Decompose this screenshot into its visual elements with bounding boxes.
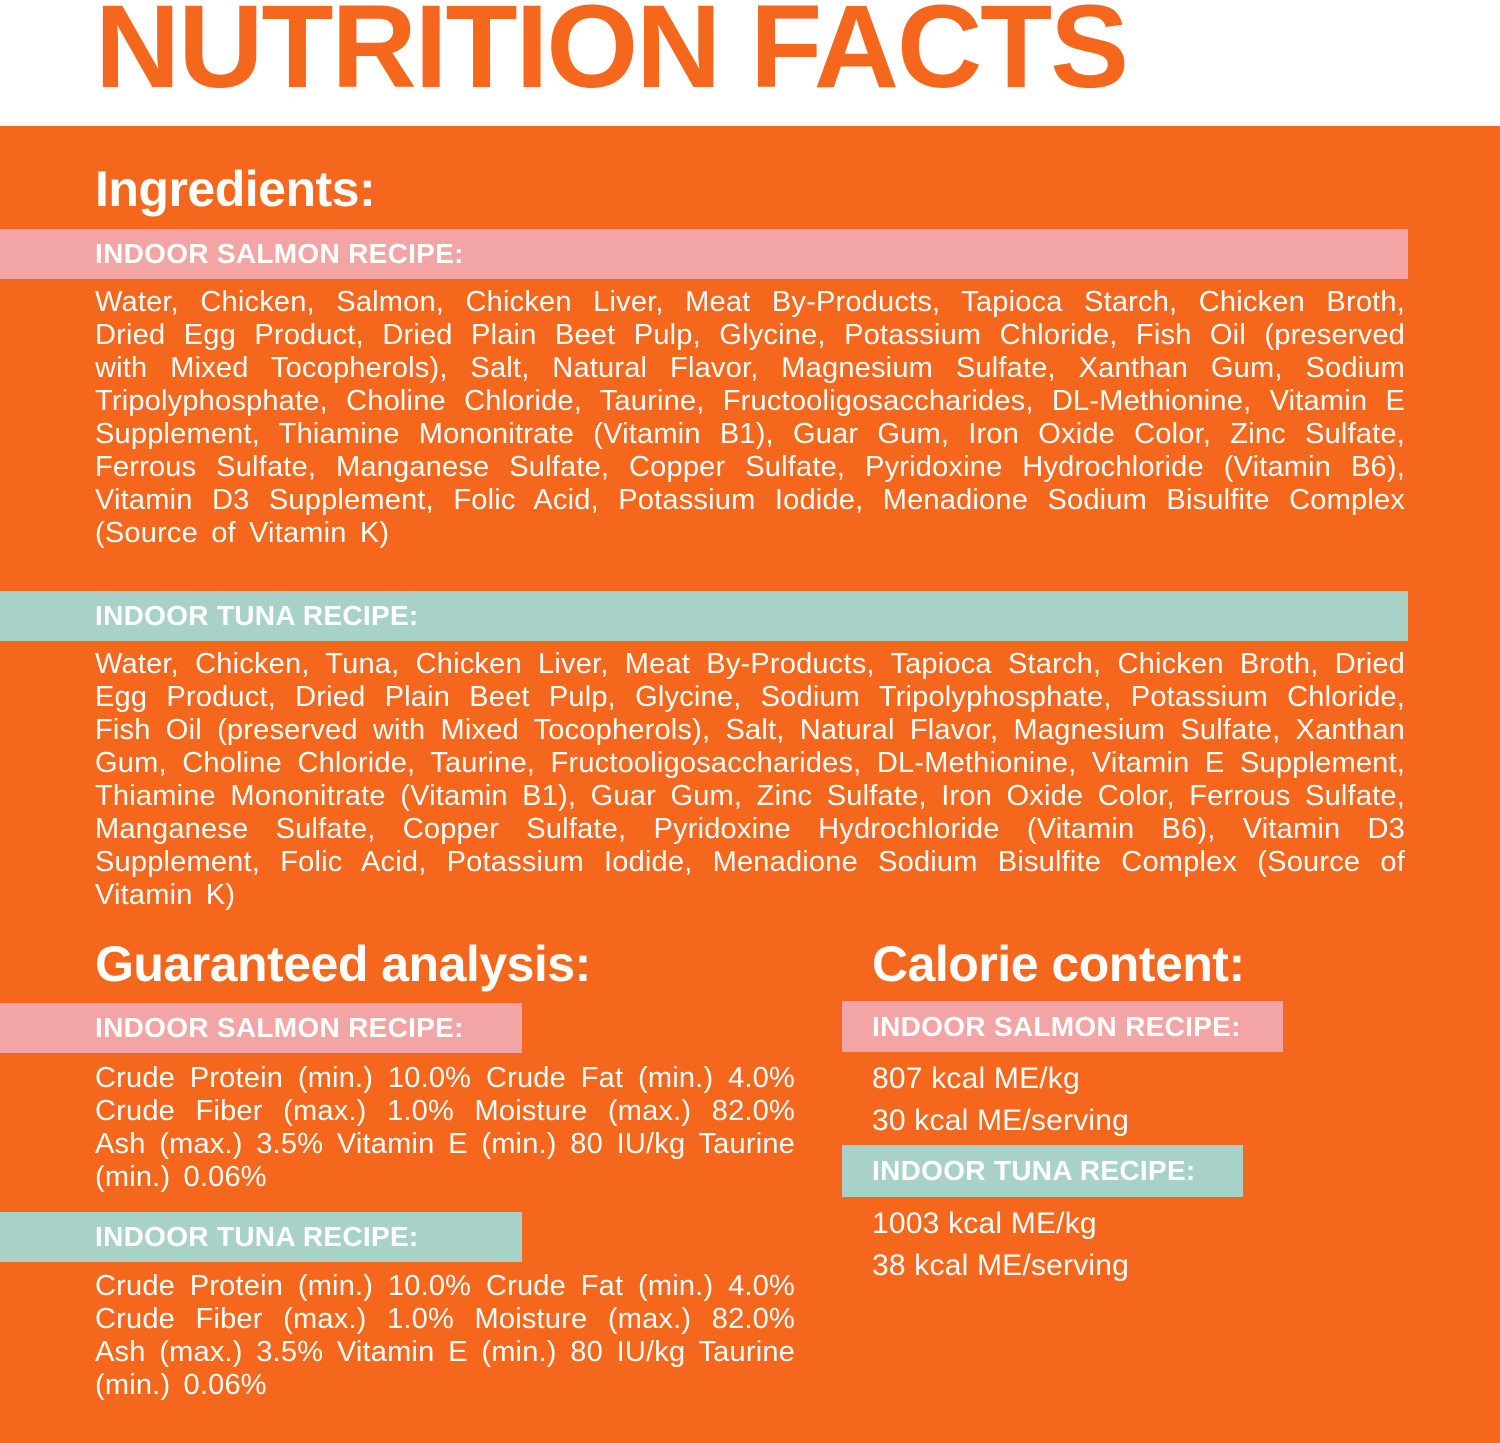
ingredients-tuna-text: Water, Chicken, Tuna, Chicken Liver, Meat By-Products, Tapioca Starch, Chicken Broth, Dried Egg Product, Dried Plain Beet Pulp, Glycine, Sodium Tripolyphosphate, Potassium Chloride, Fish Oil (preserved with Mixed Tocopherols), Salt, Natural Flavor, Magnesium Sulfate, Xanthan Gum, Choline Chloride, Taurine, Fructooligosaccharides, DL-Methionine, Vitamin E Supplement, Thiamine Mononitrate (Vitamin B1), Guar Gum, Zinc Sulfate, Iron Oxide Color, Ferrous Sulfate, Manganese Sulfate, Copper Sulfate, Pyridoxine Hydrochloride (Vitamin B6), Vitamin D3 Supplement, Folic Acid, Potassium Iodide, Menadione Sodium Bisulfite Complex (Source of Vitamin K)	[95, 648, 1405, 911]
calorie-tuna-banner	[842, 1145, 1243, 1197]
calorie-salmon-values	[872, 1058, 1129, 1142]
guaranteed-salmon-text: Crude Protein (min.) 10.0% Crude Fat (min.) 4.0% Crude Fiber (max.) 1.0% Moisture (max.) 82.0% Ash (max.) 3.5% Vitamin E (min.) 80 IU/kg Taurine (min.) 0.06%	[95, 1062, 795, 1193]
guaranteed-salmon-banner-label: INDOOR SALMON RECIPE:	[95, 1012, 464, 1043]
ingredients-heading: Ingredients:	[95, 161, 376, 217]
guaranteed-tuna-banner	[0, 1212, 522, 1262]
calorie-salmon-banner-label: INDOOR SALMON RECIPE:	[872, 1010, 1241, 1042]
page-title: NUTRITION FACTS	[95, 0, 1127, 113]
guaranteed-tuna-banner-label: INDOOR TUNA RECIPE:	[95, 1221, 419, 1252]
guaranteed-analysis-heading: Guaranteed analysis:	[95, 936, 591, 992]
calorie-tuna-kcal-per-serving: 38 kcal ME/serving	[872, 1249, 1130, 1282]
guaranteed-salmon-banner	[0, 1003, 522, 1053]
calorie-salmon-banner	[842, 1001, 1283, 1052]
ingredients-tuna-banner-label: INDOOR TUNA RECIPE:	[95, 600, 419, 631]
calorie-tuna-values	[872, 1203, 1129, 1287]
calorie-salmon-kcal-per-kg: 807 kcal ME/kg	[872, 1062, 1080, 1095]
guaranteed-tuna-text: Crude Protein (min.) 10.0% Crude Fat (min.) 4.0% Crude Fiber (max.) 1.0% Moisture (max.) 82.0% Ash (max.) 3.5% Vitamin E (min.) 80 IU/kg Taurine (min.) 0.06%	[95, 1270, 795, 1401]
ingredients-salmon-banner	[0, 229, 1408, 279]
calorie-salmon-kcal-per-serving: 30 kcal ME/serving	[872, 1104, 1130, 1137]
calorie-content-heading: Calorie content:	[872, 936, 1245, 992]
ingredients-salmon-text: Water, Chicken, Salmon, Chicken Liver, Meat By-Products, Tapioca Starch, Chicken Broth, Dried Egg Product, Dried Plain Beet Pulp, Glycine, Potassium Chloride, Fish Oil (preserved with Mixed Tocopherols), Salt, Natural Flavor, Magnesium Sulfate, Xanthan Gum, Sodium Tripolyphosphate, Choline Chloride, Taurine, Fructooligosaccharides, DL-Methionine, Vitamin E Supplement, Thiamine Mononitrate (Vitamin B1), Guar Gum, Iron Oxide Color, Zinc Sulfate, Ferrous Sulfate, Manganese Sulfate, Copper Sulfate, Pyridoxine Hydrochloride (Vitamin B6), Vitamin D3 Supplement, Folic Acid, Potassium Iodide, Menadione Sodium Bisulfite Complex (Source of Vitamin K)	[95, 286, 1405, 549]
calorie-tuna-kcal-per-kg: 1003 kcal ME/kg	[872, 1207, 1097, 1240]
calorie-tuna-banner-label: INDOOR TUNA RECIPE:	[872, 1155, 1196, 1186]
ingredients-salmon-banner-label: INDOOR SALMON RECIPE:	[95, 238, 464, 269]
ingredients-tuna-banner	[0, 591, 1408, 641]
